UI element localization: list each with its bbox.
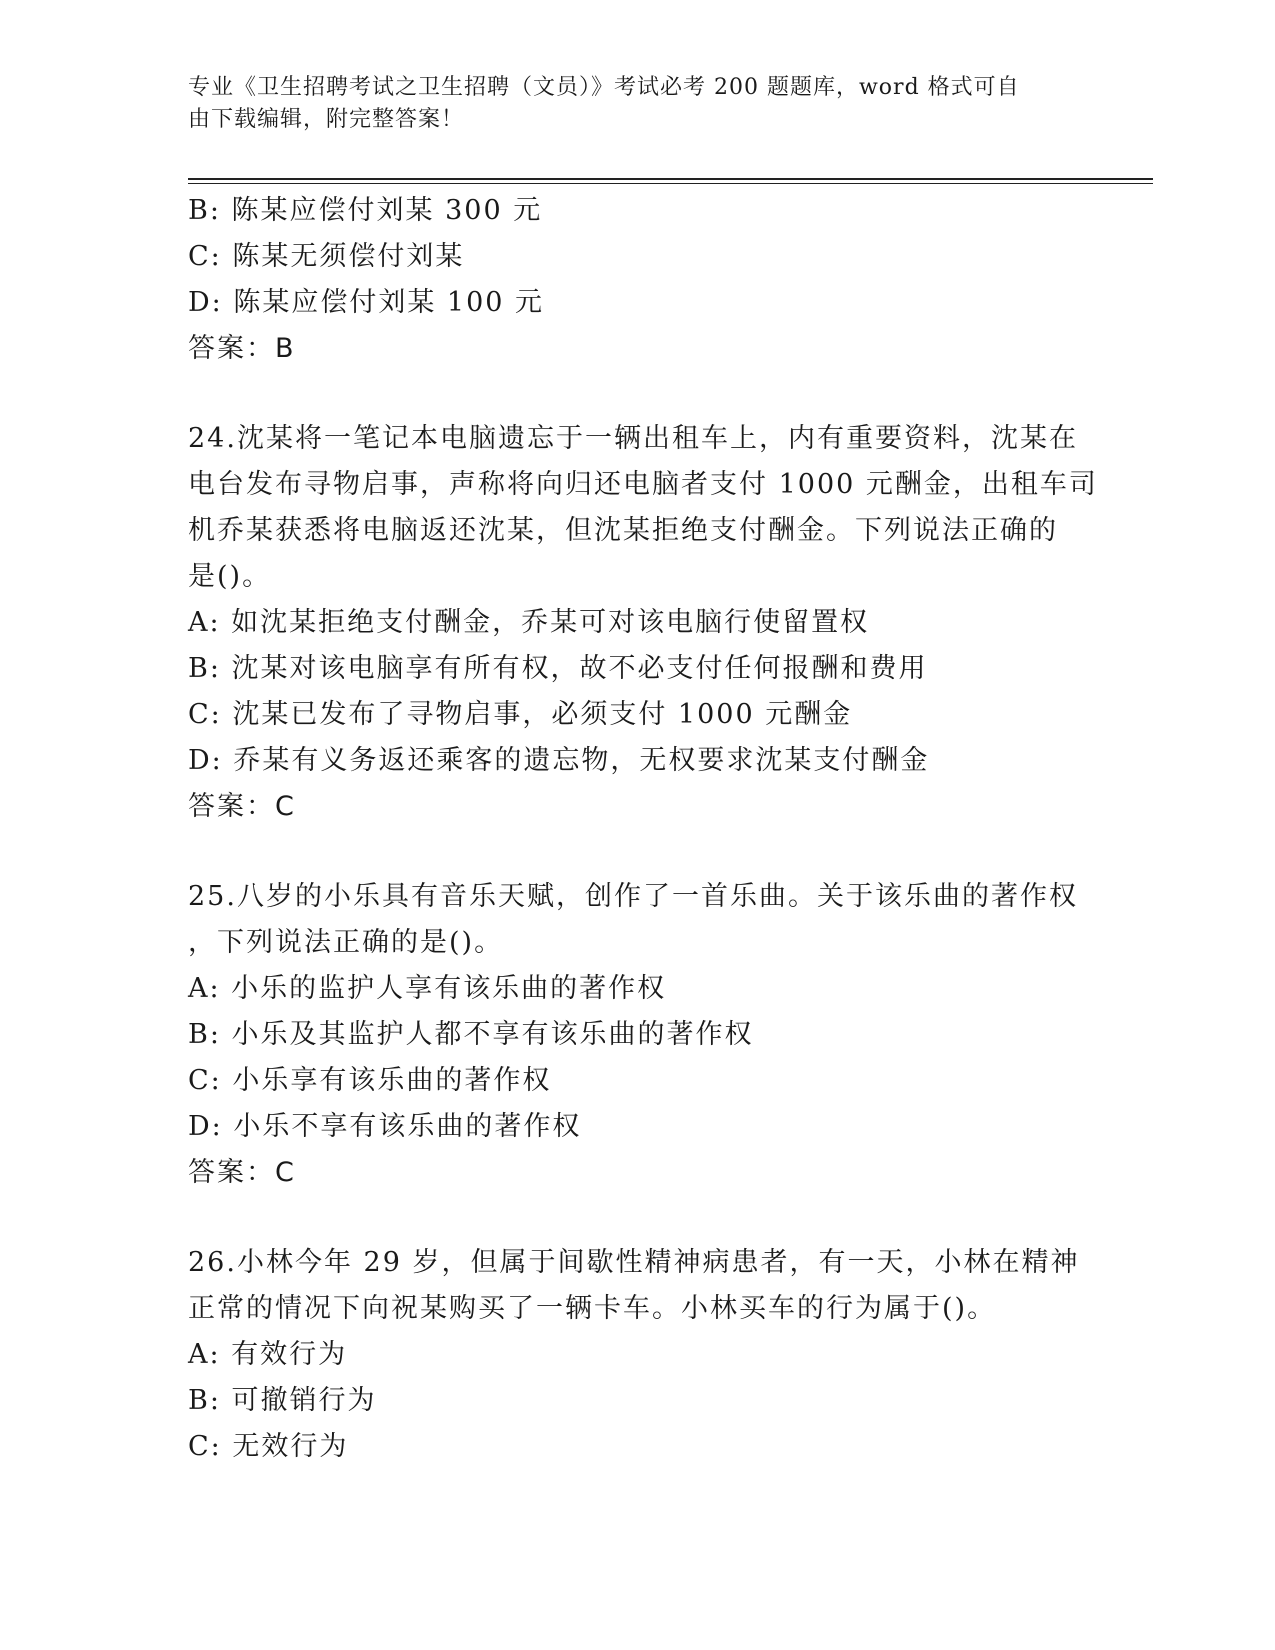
option-b: B: 陈某应偿付刘某 300 元: [188, 195, 543, 226]
question-24: [188, 416, 1098, 830]
question-stem-line: 电台发布寻物启事，声称将向归还电脑者支付 1000 元酬金，出租车司: [188, 469, 1098, 500]
document-header: [188, 72, 1088, 136]
answer-line: 答案：B: [188, 333, 296, 364]
header-rule-thick: [188, 178, 1153, 180]
option-c: C: 小乐享有该乐曲的著作权: [188, 1065, 552, 1096]
question-gap: [188, 372, 1088, 416]
option-d: D: 陈某应偿付刘某 100 元: [188, 287, 545, 318]
option-b: B: 沈某对该电脑享有所有权，故不必支付任何报酬和费用: [188, 653, 928, 684]
question-stem-line: 26.小林今年 29 岁，但属于间歇性精神病患者，有一天，小林在精神: [188, 1247, 1080, 1278]
answer-line: 答案：C: [188, 1157, 296, 1188]
question-gap: [188, 830, 1088, 874]
option-d: D: 小乐不享有该乐曲的著作权: [188, 1111, 582, 1142]
option-b: B: 小乐及其监护人都不享有该乐曲的著作权: [188, 1019, 754, 1050]
option-c: C: 沈某已发布了寻物启事，必须支付 1000 元酬金: [188, 699, 853, 730]
header-rule-thin: [188, 183, 1153, 184]
question-stem-line: 25.八岁的小乐具有音乐天赋，创作了一首乐曲。关于该乐曲的著作权: [188, 881, 1078, 912]
option-a: A: 有效行为: [188, 1339, 348, 1370]
option-a: A: 小乐的监护人享有该乐曲的著作权: [188, 973, 667, 1004]
header-line-1: 专业《卫生招聘考试之卫生招聘（文员）》考试必考 200 题题库，word 格式可自: [188, 75, 1020, 100]
header-line-2: 由下载编辑，附完整答案！: [188, 107, 465, 132]
option-c: C: 陈某无须偿付刘某: [188, 241, 465, 272]
question-stem-line: ，下列说法正确的是()。: [188, 927, 504, 958]
question-stem-line: 是()。: [188, 561, 272, 592]
question-25: [188, 874, 1088, 1196]
question-stem-line: 机乔某获悉将电脑返还沈某，但沈某拒绝支付酬金。下列说法正确的: [188, 515, 1058, 546]
question-23: [188, 188, 1088, 372]
answer-line: 答案：C: [188, 791, 296, 822]
option-a: A: 如沈某拒绝支付酬金，乔某可对该电脑行使留置权: [188, 607, 870, 638]
option-c: C: 无效行为: [188, 1431, 349, 1462]
question-gap: [188, 1196, 1088, 1240]
question-stem-line: 正常的情况下向祝某购买了一辆卡车。小林买车的行为属于()。: [188, 1293, 997, 1324]
question-26: [188, 1240, 1088, 1470]
question-stem-line: 24.沈某将一笔记本电脑遗忘于一辆出租车上，内有重要资料，沈某在: [188, 423, 1078, 454]
option-b: B: 可撤销行为: [188, 1385, 377, 1416]
option-d: D: 乔某有义务返还乘客的遗忘物，无权要求沈某支付酬金: [188, 745, 930, 776]
document-body: [188, 188, 1098, 1470]
